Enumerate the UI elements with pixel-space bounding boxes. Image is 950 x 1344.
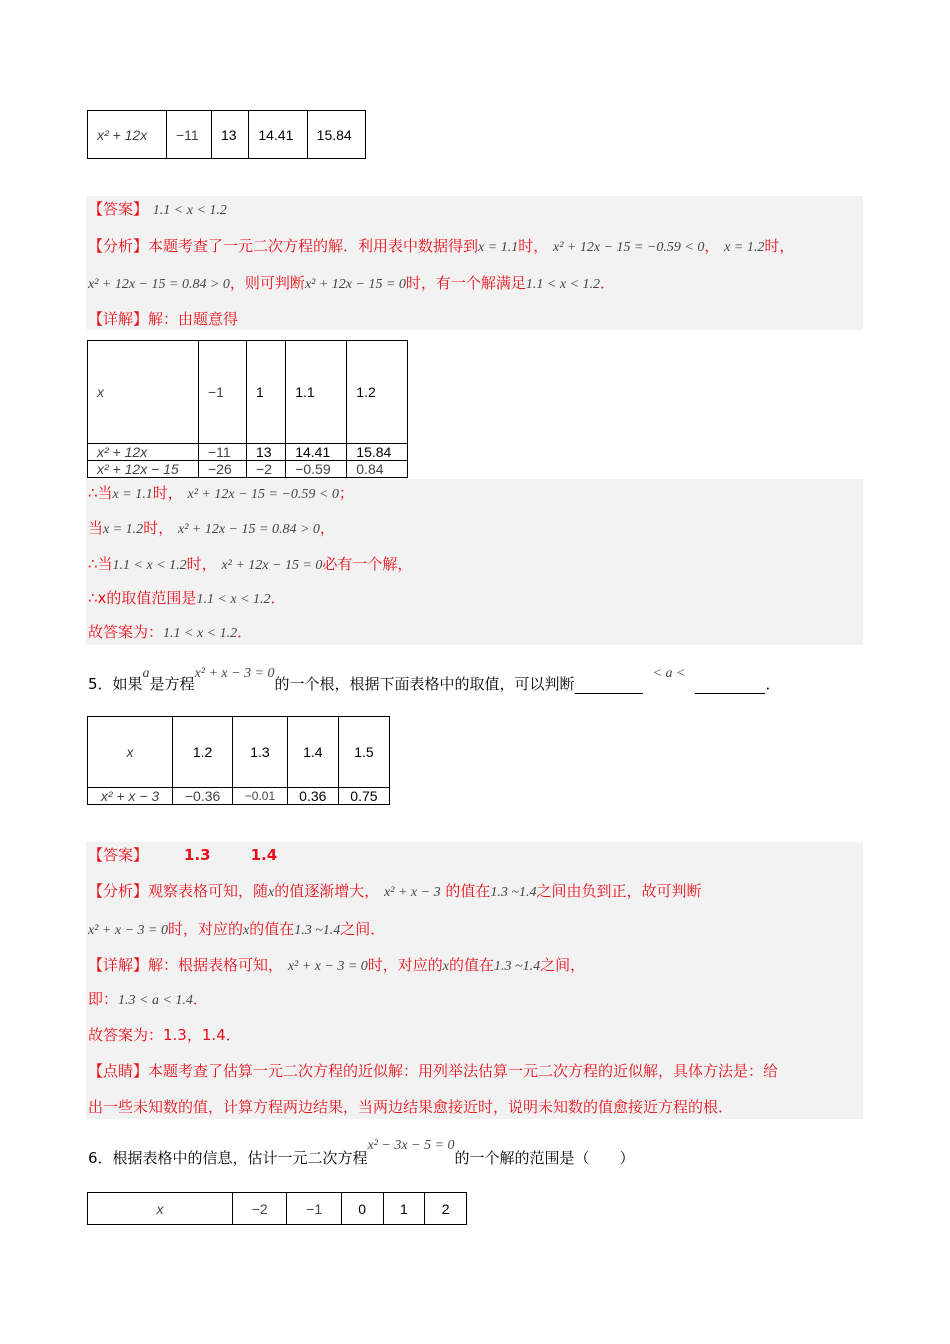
table-cell: −2 [233, 1193, 287, 1225]
math: x = 1.2 [103, 522, 144, 537]
table-cell: x [88, 1193, 233, 1225]
math: 1.3 < a < 1.4 [118, 993, 193, 1008]
math: 1.3 ~1.4 [494, 959, 541, 974]
answer-blank-2[interactable] [695, 693, 765, 694]
table-cell: 1.2 [173, 717, 233, 788]
question-6 [88, 1138, 635, 1168]
math: x [268, 885, 275, 900]
tip-tag: 【点睛】 [88, 1062, 149, 1080]
text: ，则可判断 [229, 274, 305, 292]
table-cell: x² + 12x [88, 111, 167, 159]
text: 即： [88, 990, 119, 1008]
text: 的值在 [445, 882, 491, 900]
text: 解：由题意得 [148, 310, 239, 328]
table-row [88, 341, 408, 444]
question-5 [88, 666, 781, 694]
analysis-line-1 [88, 236, 794, 258]
table-cell: −1 [199, 341, 247, 444]
answer-blank-1[interactable] [575, 693, 643, 694]
text: 本题考查了一元二次方程的解．利用表中数据得到 [148, 237, 479, 255]
answer-tag: 【答案】 [88, 200, 149, 218]
text: 的一个根，根据下面表格中的取值，可以判断 [274, 675, 575, 693]
text: 之间， [540, 956, 586, 974]
text: ． [237, 623, 253, 641]
table-row [88, 444, 408, 461]
text: 的值在 [449, 956, 495, 974]
math: x [442, 959, 450, 974]
math: x² + 12x − 15 = 0.84 > 0 [177, 522, 320, 537]
text: 5．如果 [88, 675, 143, 693]
text: 时， [152, 484, 183, 502]
math: x² − 3x − 5 = 0 [367, 1138, 455, 1153]
detail-tag: 【详解】 [88, 956, 149, 974]
analysis-tag: 【分析】 [88, 882, 149, 900]
table-row [88, 717, 390, 788]
text: 故答案为：1.3，1.4． [88, 1026, 241, 1044]
table-cell: −1 [287, 1193, 341, 1225]
step-line [88, 554, 412, 576]
text: 必有一个解， [322, 555, 413, 573]
top-table [87, 110, 366, 159]
text: 时， [186, 555, 217, 573]
detail-line [88, 989, 208, 1011]
text: 本题考查了估算一元二次方程的近似解：用列举法估算一元二次方程的近似解，具体方法是：给 [148, 1062, 779, 1080]
table-cell: 1.3 [233, 717, 288, 788]
answer-value: 1.3 [184, 846, 211, 864]
table-cell: 0.84 [347, 461, 408, 478]
analysis-line-1 [88, 881, 701, 903]
detail-tag: 【详解】 [88, 310, 149, 328]
text: 时，对应的 [167, 920, 243, 938]
table-cell: 14.41 [286, 444, 347, 461]
math: 1.1 < x < 1.2 [196, 592, 271, 607]
text: 6．根据表格中的信息，估计一元二次方程 [88, 1149, 368, 1167]
math: x² + x − 3 = 0 [287, 959, 368, 974]
text: 的取值范围是 [106, 589, 197, 607]
text: 的值在 [249, 920, 295, 938]
detail-line [88, 309, 238, 329]
math: 1.1 < x < 1.2 [163, 626, 238, 641]
data-table-2 [87, 340, 408, 478]
math: 1.1 < x < 1.2 [525, 277, 601, 292]
step-line [88, 483, 354, 505]
math: x² + x − 3 = 0 [88, 923, 168, 938]
answer-value: 1.1 < x < 1.2 [152, 203, 227, 218]
table-cell: 1.4 [287, 717, 338, 788]
text: 当 [88, 519, 104, 537]
text: 观察表格可知，随 [148, 882, 269, 900]
text: 之间由负到正，故可判断 [536, 882, 702, 900]
text: ∴当 [88, 555, 113, 573]
text: 的值逐渐增大， [274, 882, 380, 900]
table-cell: −26 [199, 461, 247, 478]
table-cell: 0.36 [287, 788, 338, 805]
detail-line [88, 1025, 241, 1045]
math: x² + 12x − 15 = 0 [304, 277, 406, 292]
math: x = 1.2 [724, 240, 765, 255]
data-table-4 [87, 1192, 467, 1225]
answer-value: 1.4 [250, 846, 278, 864]
math: x² + 12x − 15 = −0.59 < 0 [187, 487, 339, 502]
table-row [88, 461, 408, 478]
math: x = 1.1 [112, 487, 153, 502]
math: x = 1.1 [478, 240, 519, 255]
table-cell: 1 [383, 1193, 425, 1225]
table-cell: −11 [167, 111, 212, 159]
text: 时，对应的 [367, 956, 443, 974]
math: x [242, 923, 250, 938]
table-cell: −0.59 [286, 461, 347, 478]
table-cell: 1.2 [347, 341, 408, 444]
step-line [88, 588, 286, 610]
text: 的一个解的范围是（ ） [454, 1149, 635, 1167]
math: 1.1 < x < 1.2 [112, 558, 187, 573]
step-line [88, 622, 252, 644]
table-cell: 1.5 [338, 717, 389, 788]
table-cell: x² + x − 3 [88, 788, 173, 805]
table-cell: x² + 12x − 15 [88, 461, 199, 478]
table-cell: 0 [341, 1193, 383, 1225]
text: 出一些未知数的值，计算方程两边结果，当两边结果愈接近时，说明未知数的值愈接近方程的根． [88, 1098, 734, 1116]
table-cell: 13 [212, 111, 249, 159]
text: ． [765, 675, 781, 693]
math: a [142, 666, 150, 681]
text: 时， [764, 237, 795, 255]
math: x² + 12x − 15 = 0 [221, 558, 323, 573]
text: ． [270, 589, 286, 607]
table-cell: 14.41 [249, 111, 307, 159]
math: x² + x − 3 = 0 [194, 666, 275, 681]
step-line [88, 518, 335, 540]
table-cell: −11 [199, 444, 247, 461]
math: 1.3 ~1.4 [294, 923, 341, 938]
data-table-3 [87, 716, 390, 805]
text: ∴x [88, 589, 107, 607]
table-row [88, 788, 390, 805]
table-cell: −0.36 [173, 788, 233, 805]
math: x² + 12x − 15 = −0.59 < 0 [553, 240, 705, 255]
text: ． [600, 274, 616, 292]
answer-line [88, 845, 277, 865]
text: 之间． [340, 920, 386, 938]
text: ， [319, 519, 335, 537]
math: < a < [652, 666, 686, 681]
table-cell: 15.84 [347, 444, 408, 461]
text: 是方程 [149, 675, 195, 693]
analysis-line-2 [88, 919, 385, 941]
table-cell: 1 [246, 341, 285, 444]
table-cell: x [88, 341, 199, 444]
table-cell: −0.01 [233, 788, 288, 805]
text: 时， [518, 237, 549, 255]
text: ， [704, 237, 720, 255]
tip-line-2 [88, 1097, 733, 1117]
table-cell: 1.1 [286, 341, 347, 444]
table-row [88, 1193, 467, 1225]
table-cell: 15.84 [307, 111, 365, 159]
table-cell: 2 [425, 1193, 467, 1225]
text: 时， [143, 519, 174, 537]
text: ． [192, 990, 208, 1008]
text: ∴当 [88, 484, 113, 502]
text: 故答案为： [88, 623, 164, 641]
table-cell: −2 [246, 461, 285, 478]
answer-tag: 【答案】 [88, 846, 149, 864]
analysis-line-2 [88, 273, 615, 295]
table-cell: x² + 12x [88, 444, 199, 461]
text: ； [338, 484, 354, 502]
math: 1.3 ~1.4 [490, 885, 537, 900]
math: x² + 12x − 15 = 0.84 > 0 [88, 277, 230, 292]
math: x² + x − 3 [384, 885, 441, 900]
table-cell: 13 [246, 444, 285, 461]
analysis-tag: 【分析】 [88, 237, 149, 255]
answer-line [88, 199, 227, 221]
table-cell: x [88, 717, 173, 788]
text: 解：根据表格可知， [148, 956, 284, 974]
text: 时，有一个解满足 [405, 274, 526, 292]
table-row [88, 111, 366, 159]
table-cell: 0.75 [338, 788, 389, 805]
detail-line [88, 955, 585, 977]
tip-line-1 [88, 1061, 778, 1081]
